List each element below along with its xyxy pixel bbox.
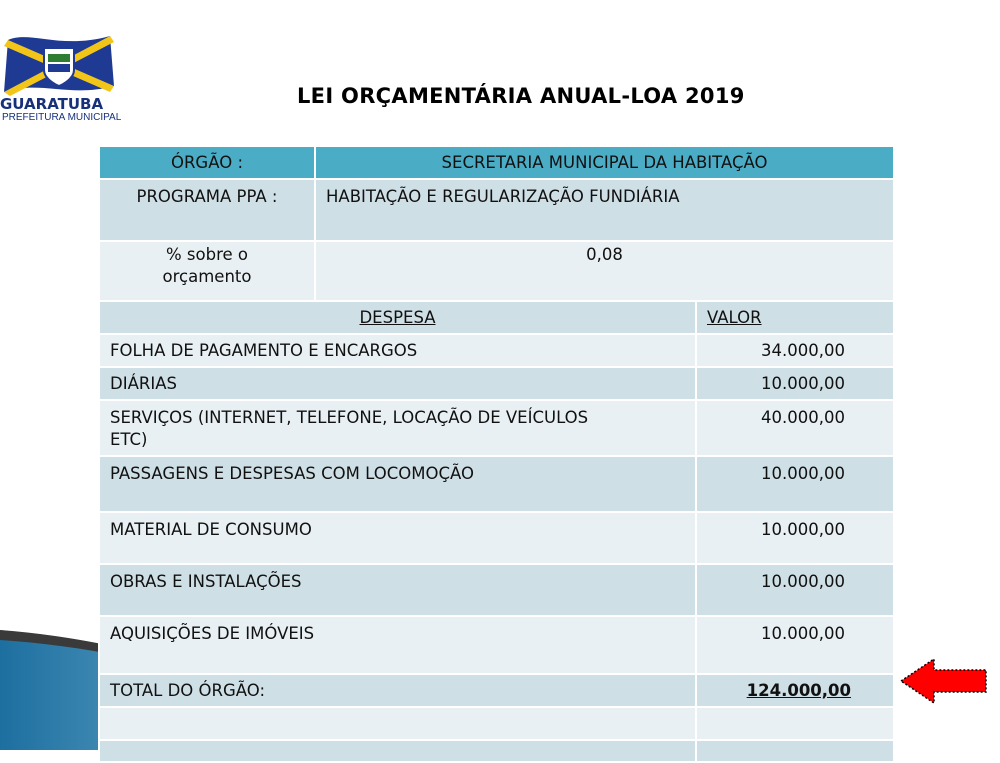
- logo-subtitle: PREFEITURA MUNICIPAL: [2, 112, 122, 123]
- column-despesa: DESPESA: [99, 301, 696, 334]
- percent-row: [99, 241, 894, 301]
- programa-label: PROGRAMA PPA :: [99, 179, 315, 241]
- table-row: [99, 512, 894, 564]
- total-value: 124.000,00: [696, 674, 894, 707]
- percent-value: 0,08: [315, 241, 894, 301]
- row-despesa: MATERIAL DE CONSUMO: [99, 512, 696, 564]
- row-despesa: FOLHA DE PAGAMENTO E ENCARGOS: [99, 334, 696, 367]
- empty-cell: [696, 740, 894, 762]
- row-despesa: AQUISIÇÕES DE IMÓVEIS: [99, 616, 696, 674]
- row-despesa: DIÁRIAS: [99, 367, 696, 400]
- orgao-value: SECRETARIA MUNICIPAL DA HABITAÇÃO: [315, 146, 894, 179]
- orgao-label: ÓRGÃO :: [99, 146, 315, 179]
- empty-cell: [696, 707, 894, 740]
- table-row: [99, 564, 894, 616]
- row-valor: 10.000,00: [696, 456, 894, 512]
- programa-row: [99, 179, 894, 241]
- percent-label: [99, 241, 315, 301]
- table-row: [99, 367, 894, 400]
- row-despesa: OBRAS E INSTALAÇÕES: [99, 564, 696, 616]
- total-row: [99, 674, 894, 707]
- page-title: LEI ORÇAMENTÁRIA ANUAL-LOA 2019: [297, 84, 745, 108]
- row-valor: 34.000,00: [696, 334, 894, 367]
- row-valor: 10.000,00: [696, 512, 894, 564]
- empty-cell: [99, 707, 696, 740]
- empty-row: [99, 707, 894, 740]
- percent-label-line1: % sobre o: [165, 245, 248, 264]
- red-left-arrow-icon: [898, 656, 990, 706]
- row-valor: 40.000,00: [696, 400, 894, 456]
- programa-value: HABITAÇÃO E REGULARIZAÇÃO FUNDIÁRIA: [315, 179, 894, 241]
- row-valor: 10.000,00: [696, 564, 894, 616]
- row-despesa: SERVIÇOS (INTERNET, TELEFONE, LOCAÇÃO DE VEÍCULOS ETC): [99, 400, 696, 456]
- column-valor: VALOR: [696, 301, 894, 334]
- percent-label-line2: orçamento: [162, 267, 252, 286]
- table-row: [99, 616, 894, 674]
- orgao-row: [99, 146, 894, 179]
- logo-name: GUARATUBA: [0, 95, 104, 113]
- empty-cell: [99, 740, 696, 762]
- table-row: [99, 334, 894, 367]
- table-row: [99, 456, 894, 512]
- row-valor: 10.000,00: [696, 616, 894, 674]
- columns-header-row: [99, 301, 894, 334]
- empty-row: [99, 740, 894, 762]
- row-valor: 10.000,00: [696, 367, 894, 400]
- total-label: TOTAL DO ÓRGÃO:: [99, 674, 696, 707]
- table-row: [99, 400, 894, 456]
- budget-table: [98, 145, 895, 763]
- row-despesa: PASSAGENS E DESPESAS COM LOCOMOÇÃO: [99, 456, 696, 512]
